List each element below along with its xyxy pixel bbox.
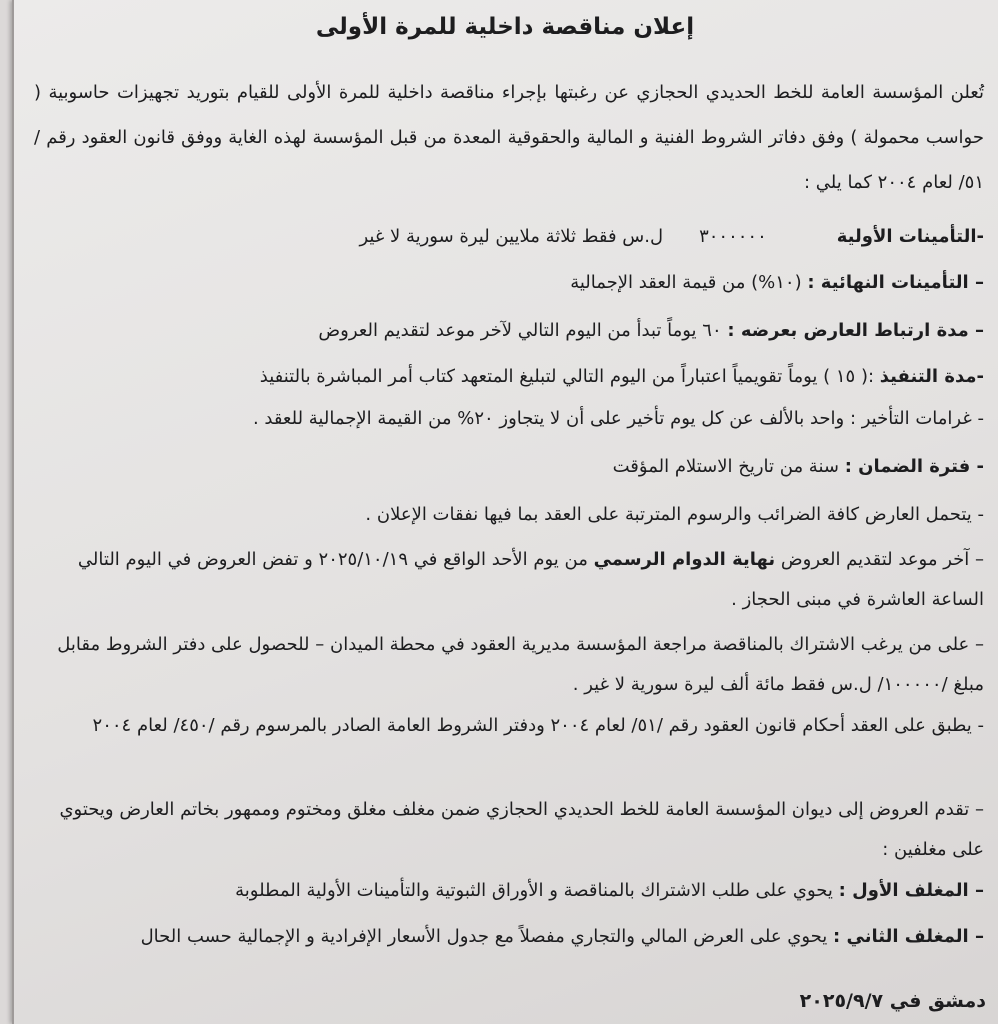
final-guarantee-label: – التأمينات النهائية : xyxy=(807,272,984,293)
fees-item: - يتحمل العارض كافة الضرائب والرسوم المترتبة على العقد بما فيها نفقات الإعلان . xyxy=(365,504,984,525)
initial-guarantee-amount: ٣٠٠٠٠٠٠ xyxy=(699,226,767,247)
execution-period-text: :( ١٥ ) يوماً تقويمياً اعتباراً من اليوم التالي لتبليغ المتعهد كتاب أمر المباشرة بالتنفيذ xyxy=(259,366,875,387)
participation-item: – على من يرغب الاشتراك بالمناقصة مراجعة المؤسسة مديرية العقود في محطة الميدان – للحصول على دفتر الشروط مقابل مبلغ /١٠٠٠٠٠/ ل.س فقط مائة ألف ليرة سورية لا غير . xyxy=(57,634,984,695)
envelope-two-item xyxy=(34,922,984,952)
warranty-item xyxy=(34,452,984,482)
envelope-one-text: يحوي على طلب الاشتراك بالمناقصة و الأوراق الثبوتية والتأمينات الأولية المطلوبة xyxy=(235,880,833,901)
final-guarantee-item xyxy=(34,268,984,298)
deadline-item xyxy=(34,540,984,620)
page-title: إعلان مناقصة داخلية للمرة الأولى xyxy=(315,14,695,40)
delay-penalty-item: - غرامات التأخير : واحد بالألف عن كل يوم تأخير على أن لا يتجاوز ٢٠% من القيمة الإجمالية للعقد . xyxy=(252,408,984,429)
envelope-two-text: يحوي على العرض المالي والتجاري مفصلاً مع جدول الأسعار الإفرادية و الإجمالية حسب الحال xyxy=(140,926,828,947)
initial-guarantee-item xyxy=(34,222,984,252)
bidder-commitment-item xyxy=(34,316,984,346)
initial-guarantee-label: -التأمينات الأولية xyxy=(836,226,984,247)
warranty-label: - فترة الضمان : xyxy=(844,456,984,477)
submission-item: – تقدم العروض إلى ديوان المؤسسة العامة للخط الحديدي الحجازي ضمن مغلف مغلق ومختوم وممهور بخاتم العارض ويحتوي على مغلفين : xyxy=(59,799,984,860)
signoff-date: دمشق في ٢٠٢٥/٩/٧ xyxy=(799,990,986,1012)
final-guarantee-text: (١٠%) من قيمة العقد الإجمالية xyxy=(570,272,802,293)
bidder-commitment-text: ٦٠ يوماً تبدأ من اليوم التالي لآخر موعد لتقديم العروض xyxy=(318,320,722,341)
envelope-one-item xyxy=(34,876,984,906)
deadline-bold: نهاية الدوام الرسمي xyxy=(593,549,776,570)
page-edge xyxy=(12,0,14,1024)
intro-paragraph: تُعلن المؤسسة العامة للخط الحديدي الحجازي عن رغبتها بإجراء مناقصة داخلية للمرة الأولى للقيام بتوريد تجهيزات حاسوبية ( حواسب محمولة ) وفق دفاتر الشروط الفنية و المالية والحقوقية المعدة من قبل المؤسسة لهذه الغاية ووفق قانون العقود رقم /٥١/ لعام ٢٠٠٤ كما يلي : xyxy=(34,82,984,193)
deadline-suffix: من يوم الأحد الواقع في ٢٠٢٥/١٠/١٩ و تفض العروض في اليوم التالي الساعة العاشرة في مبنى الحجاز . xyxy=(77,549,984,610)
execution-period-label: -مدة التنفيذ xyxy=(879,366,984,387)
envelope-two-label: – المغلف الثاني : xyxy=(833,926,984,947)
execution-period-item xyxy=(34,362,984,392)
law-item: - يطبق على العقد أحكام قانون العقود رقم /٥١/ لعام ٢٠٠٤ ودفتر الشروط العامة الصادر بالمرسوم رقم /٤٥٠/ لعام ٢٠٠٤ xyxy=(92,715,984,736)
deadline-prefix: – آخر موعد لتقديم العروض xyxy=(780,549,984,570)
warranty-text: سنة من تاريخ الاستلام المؤقت xyxy=(612,456,839,477)
envelope-one-label: – المغلف الأول : xyxy=(838,880,984,901)
document-page xyxy=(12,0,998,1024)
initial-guarantee-text: ل.س فقط ثلاثة ملايين ليرة سورية لا غير xyxy=(359,226,664,247)
bidder-commitment-label: – مدة ارتباط العارض بعرضه : xyxy=(727,320,984,341)
